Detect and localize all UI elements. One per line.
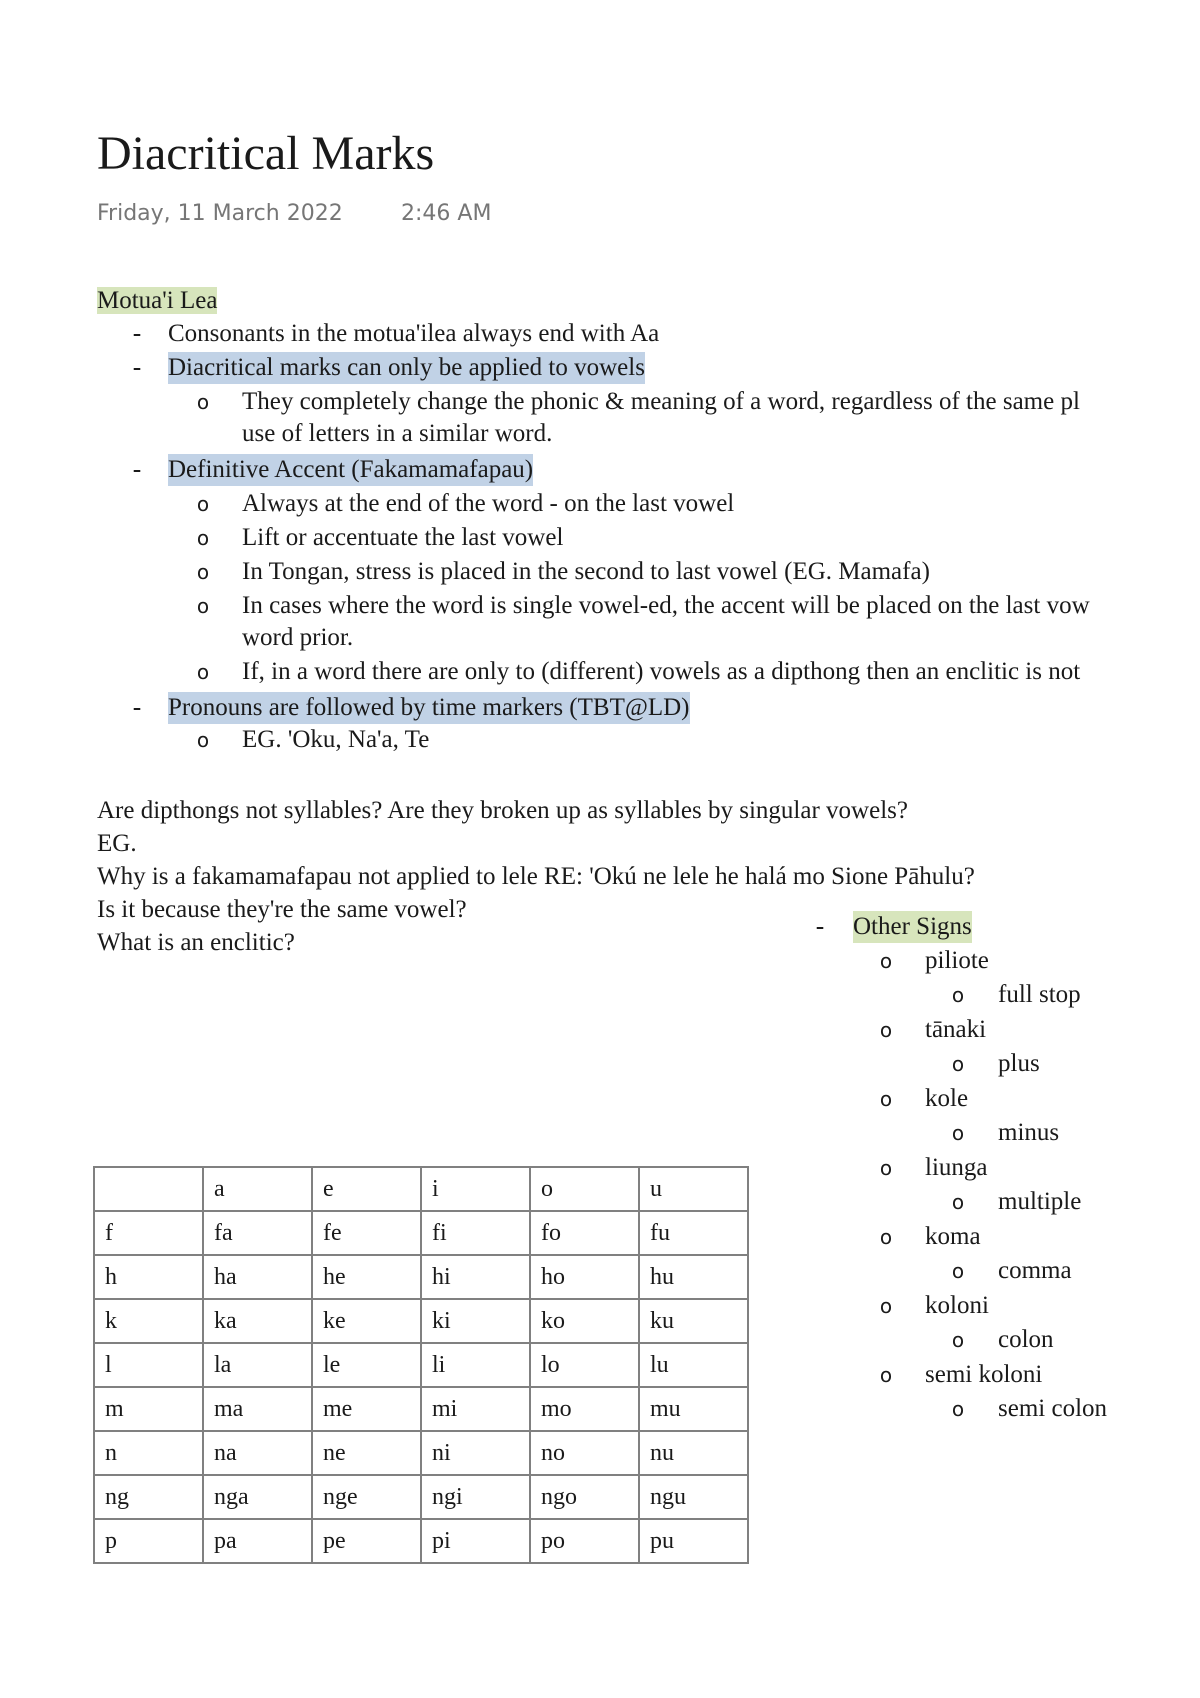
table-cell: nu (639, 1431, 748, 1475)
other-sign-name: liunga (925, 1154, 988, 1181)
table-row (94, 1387, 748, 1431)
table-cell: ki (421, 1299, 530, 1343)
table-cell: p (94, 1519, 203, 1563)
circle-bullet-icon: o (196, 526, 210, 550)
table-cell: fe (312, 1211, 421, 1255)
table-cell: ne (312, 1431, 421, 1475)
other-sign-name: tānaki (925, 1016, 987, 1043)
page-title: Diacritical Marks (97, 127, 435, 180)
list-item-text: Diacritical marks can only be applied to vowels (168, 352, 645, 384)
table-cell: n (94, 1431, 203, 1475)
sub-list-item-text: EG. 'Oku, Na'a, Te (242, 726, 430, 753)
sub-list-item-text: use of letters in a similar word. (242, 420, 553, 447)
dash-bullet-icon: - (815, 912, 825, 941)
table-cell: fa (203, 1211, 312, 1255)
dash-bullet-icon: - (132, 455, 142, 484)
table-cell: fi (421, 1211, 530, 1255)
circle-bullet-icon: o (879, 1363, 893, 1387)
table-cell: ng (94, 1475, 203, 1519)
table-row (94, 1519, 748, 1563)
notes-section (97, 285, 217, 317)
sub-list-item-text: In Tongan, stress is placed in the second to last vowel (EG. Mamafa) (242, 558, 930, 585)
page-time: 2:46 AM (401, 201, 492, 226)
other-sign-meaning: multiple (998, 1188, 1082, 1215)
circle-bullet-icon: o (951, 1190, 965, 1214)
table-cell: ngo (530, 1475, 639, 1519)
dash-bullet-icon: - (132, 693, 142, 722)
table-cell: ngu (639, 1475, 748, 1519)
notes-list (0, 318, 1200, 753)
circle-bullet-icon: o (196, 660, 210, 684)
table-cell: po (530, 1519, 639, 1563)
other-signs-heading: Other Signs (853, 911, 972, 943)
dash-bullet-icon: - (132, 353, 142, 382)
sub-list-item-text: Lift or accentuate the last vowel (242, 524, 564, 551)
table-cell: la (203, 1343, 312, 1387)
circle-bullet-icon: o (879, 949, 893, 973)
other-sign-name: piliote (925, 947, 989, 974)
circle-bullet-icon: o (879, 1018, 893, 1042)
circle-bullet-icon: o (951, 1052, 965, 1076)
question-line: Are dipthongs not syllables? Are they broken up as syllables by singular vowels? (97, 797, 908, 824)
table-cell: u (639, 1167, 748, 1211)
question-line: Is it because they're the same vowel? (97, 896, 467, 923)
other-sign-name: semi koloni (925, 1361, 1043, 1388)
table-cell: pa (203, 1519, 312, 1563)
table-row (94, 1343, 748, 1387)
other-sign-meaning: colon (998, 1326, 1054, 1353)
page-date: Friday, 11 March 2022 (97, 201, 343, 226)
table-row (94, 1299, 748, 1343)
question-line: Why is a fakamamafapau not applied to lele RE: 'Okú ne lele he halá mo Sione Pāhulu? (97, 863, 975, 890)
sub-list-item-text: Always at the end of the word - on the last vowel (242, 490, 735, 517)
list-item-text: Pronouns are followed by time markers (TBT@LD) (168, 692, 690, 724)
other-sign-name: kole (925, 1085, 969, 1112)
table-cell: pe (312, 1519, 421, 1563)
table-cell: e (312, 1167, 421, 1211)
syllable-table (93, 1166, 749, 1564)
table-cell: no (530, 1431, 639, 1475)
list-item (0, 692, 1200, 724)
table-cell: hu (639, 1255, 748, 1299)
circle-bullet-icon: o (879, 1225, 893, 1249)
sub-list-item (0, 556, 1200, 588)
sub-list-item (0, 488, 1200, 520)
other-sign-meaning: semi colon (998, 1395, 1108, 1422)
table-cell: lo (530, 1343, 639, 1387)
table-cell: mo (530, 1387, 639, 1431)
table-cell: ke (312, 1299, 421, 1343)
other-sign-meaning: full stop (998, 981, 1081, 1008)
list-item (0, 352, 1200, 384)
table-cell: fo (530, 1211, 639, 1255)
sub-list-item (0, 724, 1200, 756)
table-cell: me (312, 1387, 421, 1431)
circle-bullet-icon: o (951, 1397, 965, 1421)
other-sign-meaning: minus (998, 1119, 1060, 1146)
table-cell: nge (312, 1475, 421, 1519)
table-cell: ni (421, 1431, 530, 1475)
list-item (0, 454, 1200, 486)
other-sign-meaning: comma (998, 1257, 1072, 1284)
other-sign-name: koma (925, 1223, 981, 1250)
table-header-row (94, 1167, 748, 1211)
table-row (94, 1431, 748, 1475)
other-sign-item (0, 1083, 1200, 1115)
circle-bullet-icon: o (879, 1294, 893, 1318)
question-line: What is an enclitic? (97, 929, 295, 956)
sub-list-item (0, 522, 1200, 554)
other-sign-meaning: plus (998, 1050, 1040, 1077)
circle-bullet-icon: o (196, 594, 210, 618)
table-cell: mu (639, 1387, 748, 1431)
other-sign-item (0, 945, 1200, 977)
circle-bullet-icon: o (196, 728, 210, 752)
circle-bullet-icon: o (951, 1259, 965, 1283)
other-sign-meaning-item (0, 1117, 1200, 1149)
table-cell: a (203, 1167, 312, 1211)
table-cell: lu (639, 1343, 748, 1387)
circle-bullet-icon: o (951, 1328, 965, 1352)
other-sign-meaning-item (0, 979, 1200, 1011)
list-item (0, 318, 1200, 350)
table-cell: mi (421, 1387, 530, 1431)
table-cell: ho (530, 1255, 639, 1299)
circle-bullet-icon: o (879, 1087, 893, 1111)
table-cell: h (94, 1255, 203, 1299)
table-row (94, 1255, 748, 1299)
table-cell: he (312, 1255, 421, 1299)
table-cell: na (203, 1431, 312, 1475)
question-line: EG. (97, 830, 137, 857)
table-cell: ngi (421, 1475, 530, 1519)
table-row (94, 1475, 748, 1519)
sub-list-item (0, 386, 1200, 418)
table-cell: m (94, 1387, 203, 1431)
sub-list-item-text: If, in a word there are only to (different) vowels as a dipthong then an enclitic is not (242, 658, 1081, 685)
table-cell: le (312, 1343, 421, 1387)
table-cell: ka (203, 1299, 312, 1343)
sub-list-item-text: They completely change the phonic & meaning of a word, regardless of the same pl (242, 388, 1080, 415)
dash-bullet-icon: - (132, 319, 142, 348)
table-cell: ku (639, 1299, 748, 1343)
sub-list-item (0, 590, 1200, 622)
list-item-text: Consonants in the motua'ilea always end with Aa (168, 320, 660, 347)
notes-heading: Motua'i Lea (97, 287, 218, 314)
table-row (94, 1211, 748, 1255)
table-cell: k (94, 1299, 203, 1343)
circle-bullet-icon: o (879, 1156, 893, 1180)
other-sign-item (0, 1014, 1200, 1046)
sub-list-item (0, 656, 1200, 688)
table-cell: pu (639, 1519, 748, 1563)
table-cell: l (94, 1343, 203, 1387)
sub-list-item-text: word prior. (242, 624, 354, 651)
table-cell: f (94, 1211, 203, 1255)
table-cell: fu (639, 1211, 748, 1255)
sub-list-item-text: In cases where the word is single vowel-ed, the accent will be placed on the last vow (242, 592, 1090, 619)
circle-bullet-icon: o (951, 983, 965, 1007)
table-cell: li (421, 1343, 530, 1387)
table-cell: pi (421, 1519, 530, 1563)
circle-bullet-icon: o (196, 492, 210, 516)
page-bottom-margin (80, 1578, 780, 1698)
table-cell: ha (203, 1255, 312, 1299)
table-cell: o (530, 1167, 639, 1211)
table-cell: i (421, 1167, 530, 1211)
table-cell: nga (203, 1475, 312, 1519)
other-sign-meaning-item (0, 1048, 1200, 1080)
table-cell (94, 1167, 203, 1211)
table-cell: hi (421, 1255, 530, 1299)
circle-bullet-icon: o (951, 1121, 965, 1145)
sub-list-item-continuation (0, 418, 1200, 450)
other-sign-name: koloni (925, 1292, 989, 1319)
sub-list-item-continuation (0, 622, 1200, 654)
table-cell: ma (203, 1387, 312, 1431)
circle-bullet-icon: o (196, 560, 210, 584)
list-item-text: Definitive Accent (Fakamamafapau) (168, 454, 533, 486)
circle-bullet-icon: o (196, 390, 210, 414)
table-cell: ko (530, 1299, 639, 1343)
